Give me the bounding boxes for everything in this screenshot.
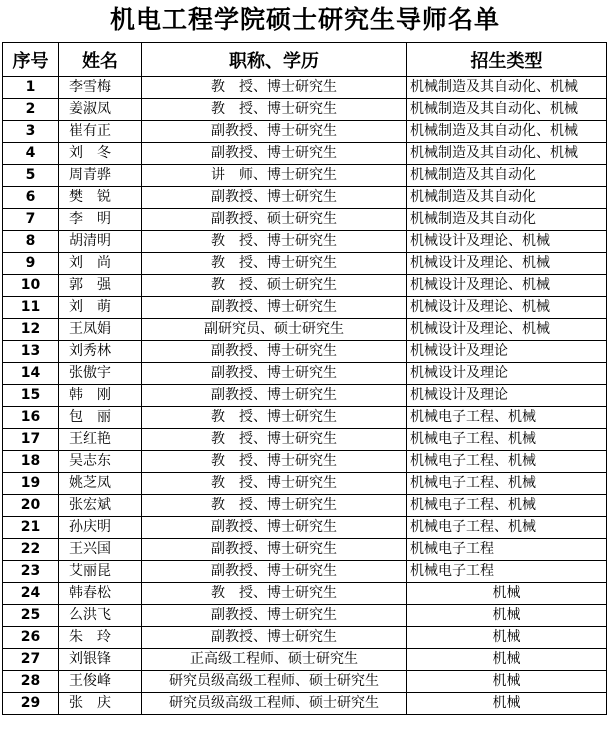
advisor-title: 副教授、博士研究生: [142, 627, 407, 649]
advisor-name: 孙庆明: [59, 517, 142, 539]
advisor-name: 姚芝凤: [59, 473, 142, 495]
advisor-title: 研究员级高级工程师、硕士研究生: [142, 693, 407, 715]
enrollment-type: 机械电子工程、机械: [407, 451, 607, 473]
row-number: 6: [3, 187, 59, 209]
table-row: [3, 605, 607, 627]
row-number: 13: [3, 341, 59, 363]
row-number: 23: [3, 561, 59, 583]
table-row: [3, 209, 607, 231]
row-number: 11: [3, 297, 59, 319]
advisor-title: 教 授、博士研究生: [142, 429, 407, 451]
enrollment-type: 机械设计及理论: [407, 385, 607, 407]
enrollment-type: 机械: [407, 583, 607, 605]
header-type: 招生类型: [407, 43, 607, 77]
row-number: 21: [3, 517, 59, 539]
table-row: [3, 165, 607, 187]
advisor-title: 副教授、博士研究生: [142, 363, 407, 385]
row-number: 10: [3, 275, 59, 297]
table-row: [3, 341, 607, 363]
table-row: [3, 297, 607, 319]
table-row: [3, 275, 607, 297]
table-row: [3, 671, 607, 693]
advisor-title: 教 授、博士研究生: [142, 473, 407, 495]
table-row: [3, 99, 607, 121]
header-row: [3, 43, 607, 77]
advisor-name: 韩春松: [59, 583, 142, 605]
enrollment-type: 机械设计及理论、机械: [407, 253, 607, 275]
enrollment-type: 机械设计及理论、机械: [407, 319, 607, 341]
table-row: [3, 319, 607, 341]
table-row: [3, 407, 607, 429]
advisor-name: 樊 锐: [59, 187, 142, 209]
row-number: 22: [3, 539, 59, 561]
advisor-name: 胡清明: [59, 231, 142, 253]
row-number: 29: [3, 693, 59, 715]
advisor-title: 副教授、博士研究生: [142, 187, 407, 209]
table-row: [3, 231, 607, 253]
row-number: 25: [3, 605, 59, 627]
enrollment-type: 机械: [407, 605, 607, 627]
advisor-title: 副教授、博士研究生: [142, 121, 407, 143]
advisor-name: 郭 强: [59, 275, 142, 297]
header-num: 序号: [3, 43, 59, 77]
advisor-title: 教 授、博士研究生: [142, 407, 407, 429]
enrollment-type: 机械制造及其自动化、机械: [407, 77, 607, 99]
advisor-name: 么洪飞: [59, 605, 142, 627]
table-row: [3, 451, 607, 473]
row-number: 12: [3, 319, 59, 341]
table-row: [3, 121, 607, 143]
advisor-name: 王俊峰: [59, 671, 142, 693]
row-number: 5: [3, 165, 59, 187]
advisor-name: 刘秀林: [59, 341, 142, 363]
advisor-title: 正高级工程师、硕士研究生: [142, 649, 407, 671]
row-number: 26: [3, 627, 59, 649]
row-number: 7: [3, 209, 59, 231]
row-number: 9: [3, 253, 59, 275]
enrollment-type: 机械电子工程: [407, 561, 607, 583]
enrollment-type: 机械制造及其自动化、机械: [407, 143, 607, 165]
row-number: 3: [3, 121, 59, 143]
row-number: 20: [3, 495, 59, 517]
advisor-title: 教 授、博士研究生: [142, 99, 407, 121]
advisor-name: 张宏斌: [59, 495, 142, 517]
advisor-title: 教 授、博士研究生: [142, 495, 407, 517]
table-row: [3, 693, 607, 715]
advisor-title: 教 授、博士研究生: [142, 231, 407, 253]
table-row: [3, 429, 607, 451]
enrollment-type: 机械电子工程、机械: [407, 495, 607, 517]
advisor-name: 艾丽昆: [59, 561, 142, 583]
row-number: 2: [3, 99, 59, 121]
row-number: 19: [3, 473, 59, 495]
header-name: 姓名: [59, 43, 142, 77]
table-row: [3, 385, 607, 407]
advisor-title: 副教授、博士研究生: [142, 539, 407, 561]
table-row: [3, 363, 607, 385]
table-row: [3, 473, 607, 495]
enrollment-type: 机械制造及其自动化、机械: [407, 121, 607, 143]
advisor-title: 副教授、硕士研究生: [142, 209, 407, 231]
advisor-name: 王兴国: [59, 539, 142, 561]
table-row: [3, 539, 607, 561]
advisor-name: 韩 刚: [59, 385, 142, 407]
advisor-name: 周青骅: [59, 165, 142, 187]
advisor-table: [2, 42, 607, 715]
row-number: 8: [3, 231, 59, 253]
advisor-name: 刘 萌: [59, 297, 142, 319]
enrollment-type: 机械电子工程、机械: [407, 429, 607, 451]
advisor-title: 教 授、博士研究生: [142, 451, 407, 473]
enrollment-type: 机械: [407, 627, 607, 649]
enrollment-type: 机械电子工程、机械: [407, 473, 607, 495]
enrollment-type: 机械: [407, 693, 607, 715]
enrollment-type: 机械: [407, 649, 607, 671]
row-number: 14: [3, 363, 59, 385]
table-header: [3, 43, 607, 77]
advisor-title: 副研究员、硕士研究生: [142, 319, 407, 341]
enrollment-type: 机械设计及理论、机械: [407, 297, 607, 319]
advisor-name: 吴志东: [59, 451, 142, 473]
advisor-title: 副教授、博士研究生: [142, 143, 407, 165]
row-number: 18: [3, 451, 59, 473]
advisor-title: 研究员级高级工程师、硕士研究生: [142, 671, 407, 693]
row-number: 27: [3, 649, 59, 671]
enrollment-type: 机械设计及理论、机械: [407, 275, 607, 297]
enrollment-type: 机械: [407, 671, 607, 693]
row-number: 15: [3, 385, 59, 407]
row-number: 28: [3, 671, 59, 693]
enrollment-type: 机械电子工程: [407, 539, 607, 561]
advisor-name: 朱 玲: [59, 627, 142, 649]
advisor-name: 王红艳: [59, 429, 142, 451]
table-row: [3, 495, 607, 517]
enrollment-type: 机械制造及其自动化: [407, 209, 607, 231]
enrollment-type: 机械制造及其自动化、机械: [407, 99, 607, 121]
table-row: [3, 583, 607, 605]
advisor-title: 副教授、博士研究生: [142, 385, 407, 407]
advisor-name: 张傲宇: [59, 363, 142, 385]
advisor-name: 包 丽: [59, 407, 142, 429]
row-number: 16: [3, 407, 59, 429]
advisor-title: 讲 师、博士研究生: [142, 165, 407, 187]
advisor-name: 王凤娟: [59, 319, 142, 341]
advisor-name: 刘银锋: [59, 649, 142, 671]
header-title: 职称、学历: [142, 43, 407, 77]
advisor-name: 李雪梅: [59, 77, 142, 99]
advisor-name: 崔有正: [59, 121, 142, 143]
row-number: 17: [3, 429, 59, 451]
advisor-name: 李 明: [59, 209, 142, 231]
table-row: [3, 561, 607, 583]
enrollment-type: 机械电子工程、机械: [407, 407, 607, 429]
table-row: [3, 649, 607, 671]
row-number: 24: [3, 583, 59, 605]
advisor-title: 教 授、博士研究生: [142, 583, 407, 605]
advisor-title: 教 授、博士研究生: [142, 253, 407, 275]
enrollment-type: 机械电子工程、机械: [407, 517, 607, 539]
advisor-title: 副教授、博士研究生: [142, 561, 407, 583]
enrollment-type: 机械设计及理论、机械: [407, 231, 607, 253]
enrollment-type: 机械设计及理论: [407, 363, 607, 385]
advisor-title: 副教授、博士研究生: [142, 297, 407, 319]
advisor-name: 张 庆: [59, 693, 142, 715]
row-number: 1: [3, 77, 59, 99]
advisor-title: 教 授、博士研究生: [142, 77, 407, 99]
enrollment-type: 机械制造及其自动化: [407, 165, 607, 187]
advisor-title: 副教授、博士研究生: [142, 341, 407, 363]
table-row: [3, 143, 607, 165]
enrollment-type: 机械设计及理论: [407, 341, 607, 363]
advisor-title: 副教授、博士研究生: [142, 605, 407, 627]
table-row: [3, 517, 607, 539]
advisor-name: 姜淑凤: [59, 99, 142, 121]
advisor-title: 教 授、硕士研究生: [142, 275, 407, 297]
row-number: 4: [3, 143, 59, 165]
table-row: [3, 627, 607, 649]
page-title: 机电工程学院硕士研究生导师名单: [109, 5, 500, 34]
advisor-name: 刘 冬: [59, 143, 142, 165]
enrollment-type: 机械制造及其自动化: [407, 187, 607, 209]
advisor-name: 刘 尚: [59, 253, 142, 275]
table-row: [3, 77, 607, 99]
table-row: [3, 187, 607, 209]
table-body: [3, 77, 607, 715]
table-row: [3, 253, 607, 275]
advisor-title: 副教授、博士研究生: [142, 517, 407, 539]
